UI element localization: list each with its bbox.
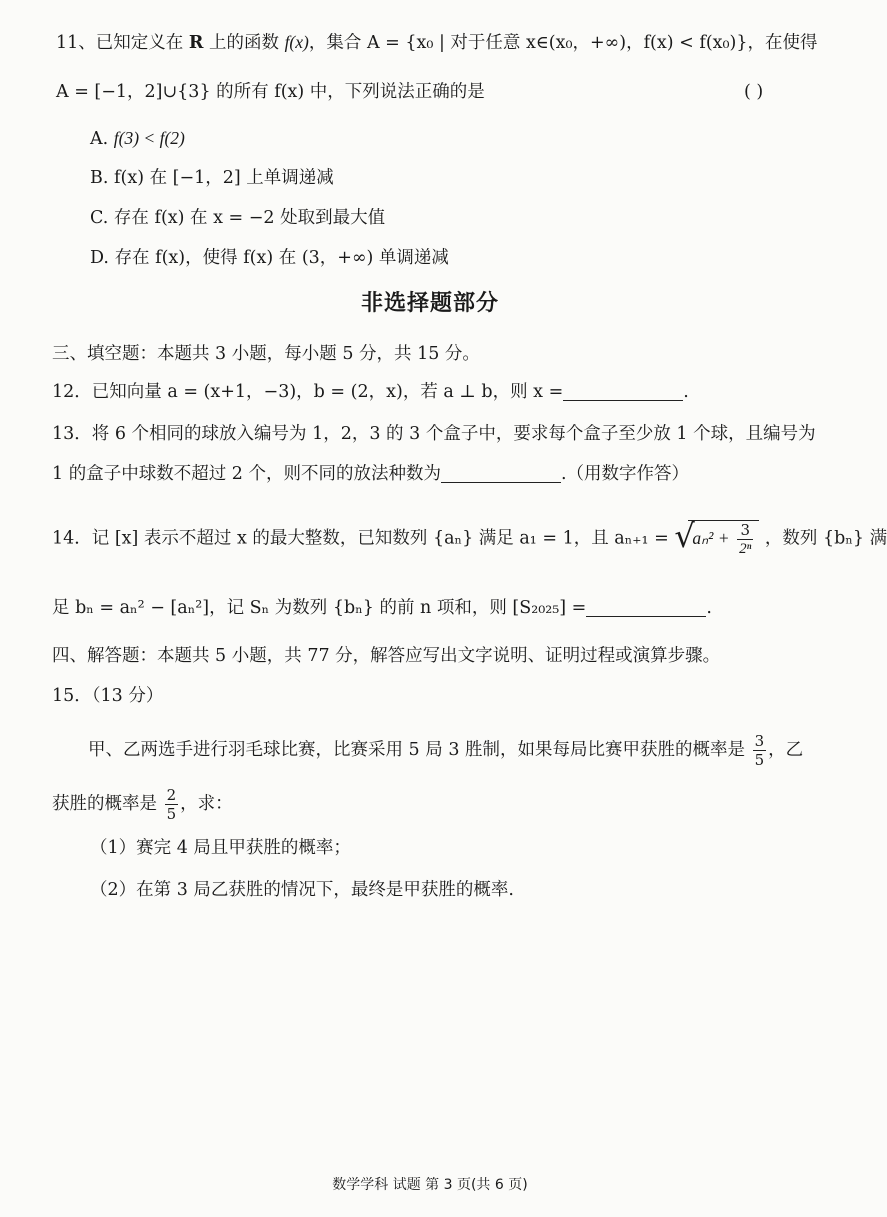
q11-stem-4: ，在使得 [747,33,818,53]
q12 [52,380,689,404]
fraction-numerator: 3 [754,732,765,750]
option-text: f(x) 在 [−1，2] 上单调递减 [114,168,334,188]
q12-answer-blank[interactable] [563,382,683,401]
q15-line2 [52,786,233,823]
q13-answer-blank[interactable] [441,464,561,483]
page-footer: 数学学科 试题 第 3 页(共 6 页) [332,1177,528,1193]
sqrt-body [688,520,759,558]
q15-prob-yi [165,786,179,823]
option-letter: D. [90,248,109,268]
q11-R: R [188,33,204,53]
q15-subquestion-1: （1）赛完 4 局且甲获胜的概率； [90,838,351,858]
q13-end: .（用数字作答） [560,464,690,484]
part3-header: 三、填空题：本题共 3 小题，每小题 5 分，共 15 分。 [52,344,480,364]
fraction-numerator: 2 [166,786,177,804]
option-text: f(3) < f(2) [113,128,185,148]
q11-set-expression: A = {x₀ | 对于任意 x∈(x₀，+∞)，f(x) < f(x₀)} [366,33,748,53]
q11-line1 [56,30,818,55]
q14-text-2: ，数列 {bₙ} 满 [764,528,887,549]
q11-option-a [90,126,185,151]
q14-line2-text: 足 bₙ = aₙ² − [aₙ²]，记 Sₙ 为数列 {bₙ} 的前 n 项和，则 [S₂₀₂₅] = [52,598,587,618]
fraction-denominator: 5 [754,751,765,769]
q14-sqrt [674,517,759,558]
q14-answer-blank[interactable] [586,598,706,617]
option-letter: B. [90,168,109,188]
q15-subquestion-2: （2）在第 3 局乙获胜的情况下，最终是甲获胜的概率. [90,880,514,900]
q11-answer-paren: ( ) [744,82,764,102]
q15-title: 15．（13 分） [52,686,164,706]
option-letter: C. [90,208,109,228]
q11-option-c [90,206,385,230]
q11-option-d [90,246,449,270]
fraction-numerator: 3 [737,521,753,540]
option-text: 存在 f(x) 在 x = −2 处取到最大值 [113,208,386,228]
q14-text: 14．记 [x] 表示不超过 x 的最大整数，已知数列 {aₙ} 满足 a₁ = 1，且 aₙ₊₁ = [52,528,669,549]
q11-stem-1: 、已知定义在 [78,33,184,53]
q15-prob-jia [753,732,767,769]
radical-sign: √ [674,517,695,555]
q12-end: . [683,382,689,402]
q12-text: 12．已知向量 a = (x+1，−3)，b = (2，x)，若 a ⊥ b，则 x = [52,382,564,402]
q13-line2 [52,462,689,486]
option-letter: A. [90,129,109,149]
q14-fraction [737,521,753,558]
part4-header: 四、解答题：本题共 5 小题，共 77 分，解答应写出文字说明、证明过程或演算步骤。 [52,646,721,666]
q11-number: 11 [56,33,79,53]
q13-line1: 13．将 6 个相同的球放入编号为 1，2，3 的 3 个盒子中，要求每个盒子至少放 1 个球，且编号为 [52,424,816,444]
q15-line1-end: ，乙 [768,740,804,760]
q15-text-2: 获胜的概率是 [52,794,157,814]
q13-text: 1 的盒子中球数不超过 2 个，则不同的放法种数为 [52,464,441,484]
q11-stem-2: 上的函数 [208,33,279,53]
q15-text: 甲、乙两选手进行羽毛球比赛，比赛采用 5 局 3 胜制，如果每局比赛甲获胜的概率是 [88,740,746,760]
q14-line2 [52,596,712,620]
q11-set-A: A = [−1，2]∪{3} [56,82,211,102]
q11-line2-text: 的所有 f(x) 中，下列说法正确的是 [216,82,485,102]
q15-line1 [88,732,803,769]
sqrt-term: aₙ² + [692,528,730,548]
option-text: 存在 f(x)，使得 f(x) 在 (3，+∞) 单调递减 [114,248,449,268]
q11-line2 [56,80,485,104]
fraction-denominator: 2ⁿ [739,541,752,557]
q14-line1 [52,517,887,558]
q14-end: . [706,598,712,618]
fraction-denominator: 5 [166,805,177,823]
q11-fx: f(x) [284,32,309,52]
q15-line2-end: ，求： [180,794,233,814]
q11-option-b [90,166,334,190]
section-title: 非选择题部分 [360,291,499,316]
q11-stem-3: ，集合 [308,33,362,53]
